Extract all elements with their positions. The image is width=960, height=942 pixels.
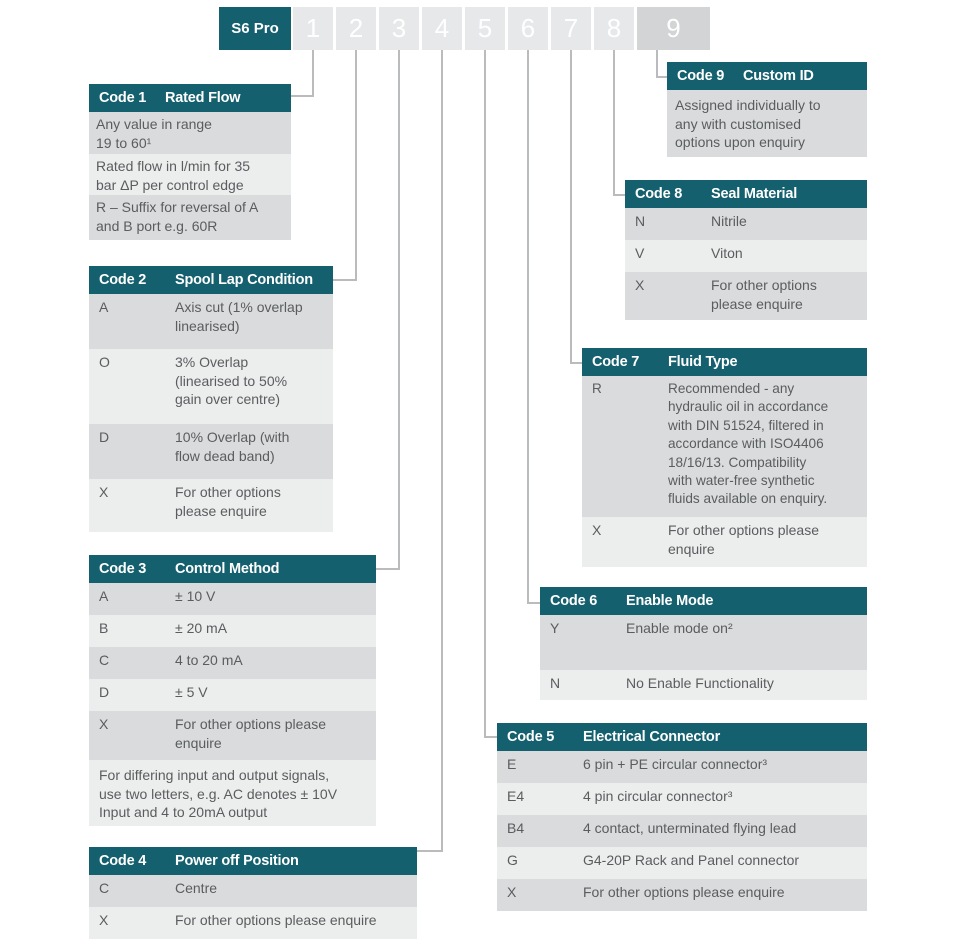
code5-row-4 <box>497 847 867 879</box>
code3-row-4 <box>89 679 376 711</box>
model-title: S6 Pro <box>219 7 291 50</box>
code8-row-1 <box>625 208 867 240</box>
code5-header <box>497 723 867 751</box>
code2-row-4 <box>89 479 333 532</box>
code5-title: Electrical Connector <box>583 729 721 745</box>
code4-row-1-value: Centre <box>175 880 218 896</box>
code7-row-1-key: R <box>592 381 602 396</box>
code7-row-1-value: Recommended - any hydraulic oil in accordance with DIN 51524, filtered in accordance with ISO4406 18/16/13. Compatibility with water-free synthetic fluids available on enquiry. <box>668 381 829 507</box>
code4-row-1 <box>89 875 417 907</box>
code6-row-2-value: No Enable Functionality <box>626 675 774 691</box>
code2-label: Code 2 <box>99 272 147 288</box>
code2-row-3-key: D <box>99 429 110 445</box>
connector-line-2-h <box>333 279 357 281</box>
code-digit-9: 9 <box>637 7 710 50</box>
code2-header <box>89 266 333 294</box>
code8-row-1-key: N <box>635 213 646 229</box>
code6-header <box>540 587 867 615</box>
code-digit-5: 5 <box>465 7 505 50</box>
code1-header <box>89 84 291 112</box>
code5-row-2-key: E4 <box>507 788 525 804</box>
code4-title: Power off Position <box>175 853 299 869</box>
code3-row-3-value: 4 to 20 mA <box>175 652 243 668</box>
code2-row-1-key: A <box>99 299 109 315</box>
code4-row-2-key: X <box>99 912 109 928</box>
code5-row-3-key: B4 <box>507 820 525 836</box>
code2-title: Spool Lap Condition <box>175 272 313 288</box>
code3-row-5 <box>89 711 376 760</box>
code7-row-2-key: X <box>592 522 602 538</box>
code1-row-2: Rated flow in l/min for 35 bar ΔP per control edge <box>89 154 291 195</box>
code4-row-2 <box>89 907 417 939</box>
code3-row-1-key: A <box>99 588 109 604</box>
code2-row-2-value: 3% Overlap (linearised to 50% gain over centre) <box>175 354 288 407</box>
code2-row-3 <box>89 424 333 479</box>
connector-line-1-h <box>291 95 314 97</box>
code5-label: Code 5 <box>507 729 555 745</box>
code-digit-6: 6 <box>508 7 548 50</box>
code3-row-2-key: B <box>99 620 109 636</box>
code5-row-1 <box>497 751 867 783</box>
code5-row-3-value: 4 contact, unterminated flying lead <box>583 820 797 836</box>
code8-title: Seal Material <box>711 186 798 202</box>
code5-row-5-key: X <box>507 884 517 900</box>
connector-line-4 <box>441 50 443 852</box>
connector-line-8-h <box>613 194 625 196</box>
code5-row-4-key: G <box>507 852 518 868</box>
code9-header <box>667 62 867 90</box>
code9-box <box>667 62 867 157</box>
code7-label: Code 7 <box>592 354 640 370</box>
code8-row-3-key: X <box>635 277 645 293</box>
code6-title: Enable Mode <box>626 593 714 609</box>
code5-row-5-value: For other options please enquire <box>583 884 785 900</box>
code-digit-1: 1 <box>293 7 333 50</box>
connector-line-7-h <box>570 362 582 364</box>
connector-line-5-h <box>484 736 497 738</box>
code-digit-2: 2 <box>336 7 376 50</box>
code7-row-2 <box>582 517 867 567</box>
code6-label: Code 6 <box>550 593 598 609</box>
code5-row-2 <box>497 783 867 815</box>
code9-label: Code 9 <box>677 68 725 84</box>
code3-row-4-key: D <box>99 684 110 700</box>
code3-row-3-key: C <box>99 652 110 668</box>
code2-row-2 <box>89 349 333 424</box>
code1-label: Code 1 <box>99 90 147 106</box>
code7-row-1 <box>582 376 867 517</box>
code8-row-2-value: Viton <box>711 245 743 261</box>
code3-label: Code 3 <box>99 561 147 577</box>
connector-line-9 <box>656 50 658 78</box>
code7-box <box>582 348 867 567</box>
code4-header <box>89 847 417 875</box>
connector-line-5 <box>484 50 486 738</box>
code8-label: Code 8 <box>635 186 683 202</box>
code4-row-1-key: C <box>99 880 110 896</box>
code2-box <box>89 266 333 532</box>
code8-row-3-value: For other options please enquire <box>711 277 817 312</box>
code3-row-1-value: ± 10 V <box>175 588 216 604</box>
code2-row-3-value: 10% Overlap (with flow dead band) <box>175 429 290 464</box>
code6-row-2 <box>540 670 867 700</box>
code5-row-1-value: 6 pin + PE circular connector³ <box>583 756 768 772</box>
connector-line-3 <box>398 50 400 570</box>
code7-title: Fluid Type <box>668 354 738 370</box>
code4-label: Code 4 <box>99 853 147 869</box>
code8-row-3 <box>625 272 867 320</box>
code3-row-1 <box>89 583 376 615</box>
code2-row-2-key: O <box>99 354 110 370</box>
code-digit-4: 4 <box>422 7 462 50</box>
connector-line-1 <box>312 50 314 97</box>
code4-row-2-value: For other options please enquire <box>175 912 377 928</box>
code5-row-2-value: 4 pin circular connector³ <box>583 788 733 804</box>
connector-line-6-h <box>527 602 540 604</box>
connector-line-7 <box>570 50 572 364</box>
code3-title: Control Method <box>175 561 280 577</box>
code1-row-1: Any value in range 19 to 60¹ <box>89 112 291 154</box>
code8-box <box>625 180 867 320</box>
code3-row-2 <box>89 615 376 647</box>
code8-row-2 <box>625 240 867 272</box>
code3-row-4-value: ± 5 V <box>175 684 208 700</box>
code5-box <box>497 723 867 911</box>
code7-header <box>582 348 867 376</box>
code7-row-2-value: For other options please enquire <box>668 522 819 557</box>
code2-row-1 <box>89 294 333 349</box>
code6-row-1-value: Enable mode on² <box>626 620 733 636</box>
connector-line-2 <box>355 50 357 281</box>
code4-box <box>89 847 417 939</box>
code3-box <box>89 555 376 826</box>
code1-title: Rated Flow <box>165 90 241 106</box>
code5-row-1-key: E <box>507 756 517 772</box>
code5-row-5 <box>497 879 867 911</box>
code8-row-2-key: V <box>635 245 645 261</box>
code8-header <box>625 180 867 208</box>
code9-title: Custom ID <box>743 68 814 84</box>
code3-row-2-value: ± 20 mA <box>175 620 228 636</box>
connector-line-4-h <box>417 850 443 852</box>
code-digit-7: 7 <box>551 7 591 50</box>
code3-header <box>89 555 376 583</box>
code5-row-4-value: G4-20P Rack and Panel connector <box>583 852 800 868</box>
code3-row-5-key: X <box>99 716 109 732</box>
code9-text: Assigned individually to any with customised options upon enquiry <box>667 90 867 157</box>
connector-line-3-h <box>376 568 400 570</box>
code6-row-2-key: N <box>550 675 561 691</box>
code-digit-3: 3 <box>379 7 419 50</box>
code8-row-1-value: Nitrile <box>711 213 747 229</box>
code3-row-5-value: For other options please enquire <box>175 716 326 751</box>
code-digit-8: 8 <box>594 7 634 50</box>
connector-line-8 <box>613 50 615 196</box>
code6-row-1-key: Y <box>550 620 560 636</box>
code2-row-4-key: X <box>99 484 109 500</box>
code1-row-3: R – Suffix for reversal of A and B port e.g. 60R <box>89 195 291 240</box>
code6-row-1 <box>540 615 867 670</box>
code6-box <box>540 587 867 700</box>
code2-row-4-value: For other options please enquire <box>175 484 281 519</box>
code3-note: For differing input and output signals, use two letters, e.g. AC denotes ± 10V Input and 4 to 20mA output <box>89 760 376 826</box>
connector-line-9-h <box>656 76 667 78</box>
connector-line-6 <box>527 50 529 604</box>
code3-row-3 <box>89 647 376 679</box>
code1-box <box>89 84 291 240</box>
code5-row-3 <box>497 815 867 847</box>
code2-row-1-value: Axis cut (1% overlap linearised) <box>175 299 303 334</box>
